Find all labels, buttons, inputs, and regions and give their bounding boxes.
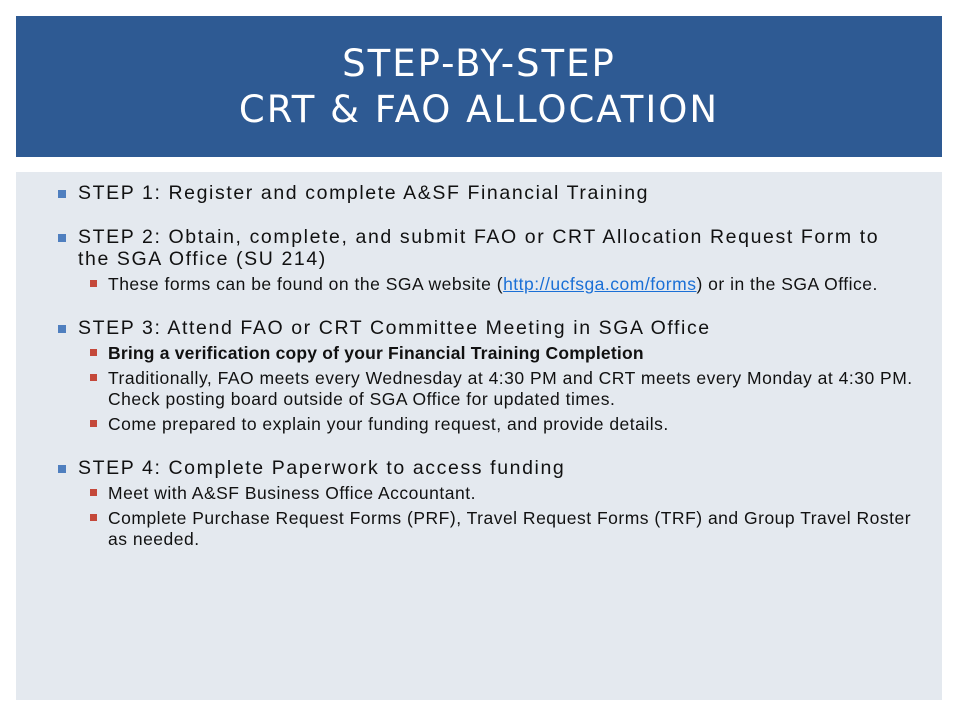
sub-item [78, 343, 914, 364]
square-bullet-icon [90, 514, 97, 521]
square-bullet-icon [90, 420, 97, 427]
square-bullet-icon [90, 280, 97, 287]
step-3-label: STEP 3 [78, 317, 155, 339]
square-bullet-icon [58, 190, 66, 198]
sga-forms-link[interactable]: http://ucfsga.com/forms [503, 274, 697, 294]
title-banner [16, 16, 942, 157]
sub-item-text [108, 274, 914, 295]
sub-item-text-after: ) or in the SGA Office. [696, 274, 878, 294]
sub-item-text: Meet with A&SF Business Office Accountant. [108, 483, 476, 503]
step-3-subitems [78, 343, 914, 435]
sub-item-text-before: These forms can be found on the SGA website ( [108, 274, 504, 294]
square-bullet-icon [90, 374, 97, 381]
step-4-subitems [78, 483, 914, 550]
step-2-label: STEP 2 [78, 226, 155, 248]
square-bullet-icon [58, 234, 66, 242]
sub-item [78, 274, 914, 295]
square-bullet-icon [90, 349, 97, 356]
step-1-description: : Register and complete A&SF Financial Training [154, 182, 650, 204]
square-bullet-icon [90, 489, 97, 496]
step-2-subitems [78, 274, 914, 295]
sub-item-text: Bring a verification copy of your Financial Training Completion [108, 343, 644, 363]
step-2-description: : Obtain, complete, and submit FAO or CRT Allocation Request Form to the SGA Office (SU 214) [78, 226, 880, 270]
step-1-label: STEP 1 [78, 182, 155, 204]
sub-item [78, 414, 914, 435]
content-panel [16, 172, 942, 700]
square-bullet-icon [58, 465, 66, 473]
step-1-text [78, 182, 914, 204]
step-4-label: STEP 4 [78, 457, 155, 479]
sub-item [78, 508, 914, 550]
step-2-text [78, 226, 914, 270]
sub-item [78, 483, 914, 504]
step-2 [58, 226, 914, 295]
sub-item-text: Complete Purchase Request Forms (PRF), Travel Request Forms (TRF) and Group Travel Roster as needed. [108, 508, 912, 549]
sub-item-text: Traditionally, FAO meets every Wednesday at 4:30 PM and CRT meets every Monday at 4:30 PM. Check posting board outside of SGA Office for updated times. [108, 368, 913, 409]
title-line-2: CRT & FAO ALLOCATION [238, 87, 720, 131]
sub-item [78, 368, 914, 410]
step-4-description: : Complete Paperwork to access funding [154, 457, 566, 479]
step-3-description: : Attend FAO or CRT Committee Meeting in SGA Office [154, 317, 711, 339]
square-bullet-icon [58, 325, 66, 333]
step-3 [58, 317, 914, 435]
step-4 [58, 457, 914, 550]
step-1 [58, 182, 914, 204]
step-4-text [78, 457, 914, 479]
step-3-text [78, 317, 914, 339]
sub-item-text: Come prepared to explain your funding request, and provide details. [108, 414, 669, 434]
title-line-1: STEP-BY-STEP [342, 41, 616, 85]
